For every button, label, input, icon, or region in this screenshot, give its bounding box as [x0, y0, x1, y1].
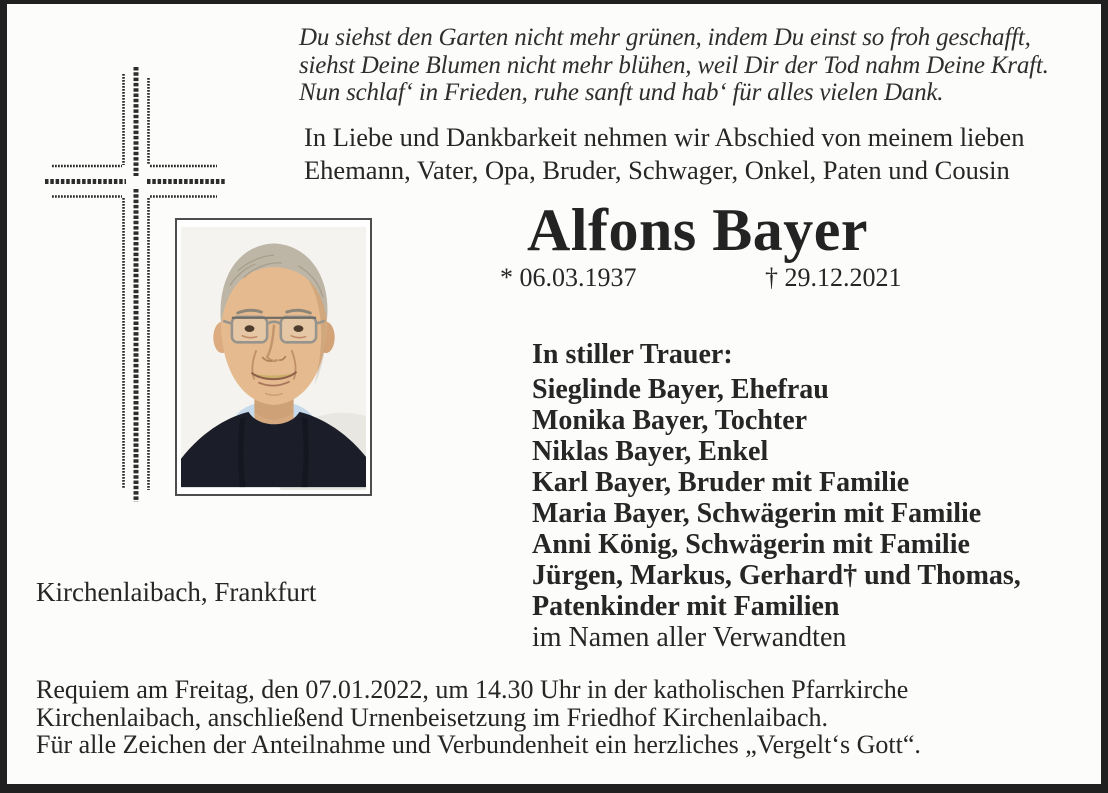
memorial-verse — [299, 24, 1049, 107]
mourner-line: Anni König, Schwägerin mit Familie — [532, 529, 970, 560]
mourner-line: Patenkinder mit Familien — [532, 591, 840, 622]
funeral-announcement — [36, 676, 921, 759]
deceased-name: Alfons Bayer — [527, 197, 868, 263]
mourners-list — [532, 374, 1021, 653]
announcement-line: Für alle Zeichen der Anteilnahme und Verbundenheit ein herzliches „Vergelt‘s Gott“. — [36, 730, 921, 759]
mourner-line: Niklas Bayer, Enkel — [532, 436, 769, 467]
intro-line: Ehemann, Vater, Opa, Bruder, Schwager, Onkel, Paten und Cousin — [304, 155, 1010, 185]
announcement-line: Kirchenlaibach, anschließend Urnenbeisetzung im Friedhof Kirchenlaibach. — [36, 702, 828, 732]
announcement-line: Requiem am Freitag, den 07.01.2022, um 14.30 Uhr in der katholischen Pfarrkirche — [36, 675, 909, 704]
mourner-line: Jürgen, Markus, Gerhard† und Thomas, — [532, 560, 1021, 591]
mourner-line: Karl Bayer, Bruder mit Familie — [532, 467, 910, 498]
verse-line: Nun schlaf‘ in Frieden, ruhe sanft und hab‘ für alles vielen Dank. — [299, 79, 944, 106]
mourning-closing: im Namen aller Verwandten — [532, 622, 847, 653]
intro-line: In Liebe und Dankbarkeit nehmen wir Abschied von meinem lieben — [304, 122, 1025, 152]
mourner-line: Sieglinde Bayer, Ehefrau — [532, 374, 829, 405]
portrait-photo-image — [181, 224, 366, 490]
portrait-photo — [175, 218, 372, 496]
mourner-line: Maria Bayer, Schwägerin mit Familie — [532, 498, 982, 529]
verse-line: Du siehst den Garten nicht mehr grünen, indem Du einst so froh geschafft, — [299, 24, 1031, 51]
death-date: † 29.12.2021 — [765, 263, 902, 292]
places-line: Kirchenlaibach, Frankfurt — [36, 577, 317, 607]
farewell-intro — [304, 121, 1024, 187]
mourner-line: Monika Bayer, Tochter — [532, 405, 808, 436]
mourning-heading: In stiller Trauer: — [532, 339, 733, 370]
verse-line: siehst Deine Blumen nicht mehr blühen, weil Dir der Tod nahm Deine Kraft. — [299, 51, 1049, 79]
birth-date: * 06.03.1937 — [500, 263, 637, 292]
